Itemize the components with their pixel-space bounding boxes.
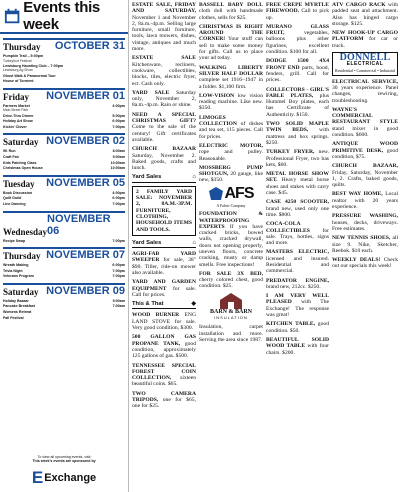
classified-ad <box>266 121 329 146</box>
ad-body: brand new, 212cc. $250. <box>266 283 321 290</box>
ad-body: ENG LAND STOVE for sale. Very good condition, $300. <box>132 312 196 332</box>
day-date: NOVEMBER 05 <box>46 176 125 189</box>
donnell-electrical-ad <box>332 52 398 76</box>
classified-column-3 <box>266 2 329 490</box>
donnell-name: DONNELL <box>339 52 391 64</box>
event-name: Christmas Open House <box>3 166 43 171</box>
ads-group <box>132 312 196 409</box>
tag-icon: ◆ <box>191 301 196 308</box>
ad-lead: BASSELL BABY DOLL <box>199 2 263 8</box>
ad-body: with The Exchange! The response was great! <box>266 299 329 319</box>
classified-ad <box>199 271 263 290</box>
ad-lead: CHURCH BAZAAR, <box>332 163 398 170</box>
ads-group <box>266 2 329 356</box>
footer-sponsor-text: This week's events are sponsored by <box>32 459 96 464</box>
ad-body: complete set 1916–1947 in a folder. $1,100 firm. <box>199 77 263 90</box>
ad-body: Friday, Saturday, November 1, 2. Crafts, baked goods, quilts. <box>332 169 398 189</box>
event-item[interactable] <box>3 274 125 279</box>
day-date: NOVEMBER 09 <box>46 284 125 297</box>
classified-ad <box>266 337 329 356</box>
afs-logo-text: AFS <box>224 184 254 202</box>
ad-body: rope and pulley. Reasonable. <box>199 149 263 162</box>
ads-group <box>132 2 196 171</box>
event-time: 7:00pm <box>112 124 125 129</box>
event-item[interactable] <box>3 161 125 166</box>
event-time: 6:00pm <box>112 196 125 201</box>
events-days <box>0 38 128 320</box>
ad-body: Saturday, November 2. Baked goods, crafts and lunch. <box>132 152 196 172</box>
event-name: Recipe Swap <box>3 238 26 243</box>
event-venue: Main Street Park <box>3 108 29 113</box>
ad-body: with mattress and box springs. $250. <box>266 127 329 146</box>
section-title: Yard Sales <box>132 239 162 246</box>
ad-body: cherry colored chest, good condition. $25. <box>199 277 263 290</box>
classified-ad <box>132 312 196 331</box>
ads-group <box>199 211 263 290</box>
calendar-icon <box>4 7 20 25</box>
ad-lead: ATV CARGO RACK <box>332 2 386 8</box>
ad-lead: COLLECTORS - GIRL'S FABLE PLATES, <box>266 86 329 99</box>
event-item[interactable] <box>3 239 125 244</box>
ad-lead: I AM VERY WELL PLEASED <box>266 293 329 306</box>
afs-logo <box>199 184 263 202</box>
classified-ad <box>332 2 398 27</box>
ad-body: good condition, approximately 125 gallons of gas. $500. <box>132 340 196 360</box>
event-item[interactable] <box>3 191 125 196</box>
barn-name: BARN & BARN <box>210 308 252 315</box>
event-name: Farmers Market <box>3 103 30 108</box>
afs-shield-icon <box>209 187 223 201</box>
classified-ad <box>266 58 329 83</box>
ad-body: good condition. $50. <box>266 321 329 334</box>
event-name: Veterans Program <box>3 274 34 279</box>
ad-body: low vision reading machine. Like new. $350. <box>199 92 263 112</box>
ad-body: Call to pick up. <box>266 8 329 21</box>
house-icon: ⌂ <box>192 174 196 181</box>
event-item[interactable] <box>3 166 125 171</box>
classified-ad <box>266 2 329 21</box>
event-item[interactable] <box>3 310 125 315</box>
event-name: Pumpkin Trail – 5:00pm <box>3 54 44 58</box>
day-name: Tuesday <box>3 178 35 189</box>
event-item[interactable] <box>3 74 125 79</box>
event-time: 7:00am <box>112 304 125 309</box>
ad-lead: MOSSBERG PUMP SHOTGUN, <box>199 164 263 178</box>
ad-lead: ANTIQUE WOOD PRIMITIVE DESK, <box>332 141 398 154</box>
ad-lead: YARD SALE <box>132 89 170 96</box>
ad-lead: FOR SALE 3X BED, <box>199 270 263 277</box>
ad-lead: TWO SOLID MAPLE TWIN BEDS, <box>266 121 329 134</box>
event-name: Lewisburg Haunting Club – 7:00pm <box>3 63 64 68</box>
classified-ad <box>266 171 329 196</box>
classified-ad <box>266 321 329 334</box>
event-time: 8:00am <box>112 149 125 154</box>
ad-body: 20 gauge, like new, $350. <box>199 171 263 184</box>
event-time: 4:00pm <box>112 103 125 108</box>
ad-body: Come to the sale of the century! Gift certificates available. <box>132 124 196 143</box>
event-name: Fall Festival <box>3 315 24 320</box>
events-header <box>0 0 128 34</box>
event-item[interactable] <box>3 149 125 154</box>
ad-body: for sale. Call for prices. <box>132 285 196 298</box>
event-time: 6:00pm <box>112 119 125 124</box>
section-title: Yard Sales <box>132 174 162 181</box>
ad-body: new. Professional Fryer, two bas kets, $60. <box>266 149 329 168</box>
ad-lead: NEED A SPECIAL CHRISTMAS GIFT? <box>132 111 196 125</box>
ad-lead: COCA-COLA COLLECTIBLES <box>266 221 310 234</box>
event-name: Kids Painting Class <box>3 160 37 165</box>
barn-logo <box>199 293 263 322</box>
event-name: Trivia Night <box>3 268 23 273</box>
day-date: NOVEMBER 01 <box>46 89 125 102</box>
classified-ad <box>199 165 263 184</box>
day-name: Saturday <box>3 286 39 297</box>
ad-body: Your stuff can sell to make some money for gifts. Call us to place your ad today. <box>199 36 263 62</box>
ad-lead: PRESSURE WASHING, <box>332 213 398 220</box>
event-time: 7:00pm <box>112 201 125 206</box>
event-time: 9:00am <box>112 298 125 303</box>
ad-lead: DODGE 1500 4X4 FRONT END <box>266 58 329 71</box>
day-date: NOVEMBER 02 <box>46 135 125 148</box>
ad-body: of dishes and tea set, 115 pieces. Call for prices. <box>199 121 263 140</box>
ads-group <box>332 79 398 270</box>
ad-body: good condition, $75. <box>332 147 398 160</box>
event-venue-row <box>3 68 125 72</box>
event-name: Ghost Walk & Paranormal Tour <box>3 73 56 78</box>
event-name: Kickin' Clover <box>3 124 27 129</box>
event-item[interactable] <box>3 304 125 309</box>
ad-lead: BEST WAY HOME, <box>332 191 383 198</box>
day-name: Thursday <box>3 251 41 262</box>
ad-body: sixteen beautiful coins. $65. <box>132 375 196 388</box>
classified-ad <box>132 112 196 143</box>
classified-ad <box>199 93 263 112</box>
ad-lead: WAYNE'S COMMERCIAL RESTAURANT STYLE <box>332 106 398 126</box>
event-item[interactable] <box>3 202 125 207</box>
ad-body: November 1 and November 2, 8a.m.-4p.m. Selling large furniture, small furniture, tools, lawn mowers, dishes, vintage, antiques and much more. <box>132 14 196 53</box>
classified-ad <box>132 391 196 410</box>
day-header <box>3 88 125 102</box>
classified-ad <box>199 115 263 140</box>
ad-lead: WEEKLY DEALS! <box>332 257 381 264</box>
event-time: 10:00am <box>110 160 125 165</box>
event-name: Drive-Thru Dinner <box>3 113 34 118</box>
event-time: 6:00pm <box>112 263 125 268</box>
ad-body: for sale, 38" $90. Tiller, ride-on mower also available. <box>132 257 196 276</box>
events-footer <box>3 455 125 488</box>
day-header <box>3 283 125 297</box>
classified-ad <box>332 79 398 104</box>
ad-lead: MURANO GLASS FRUIT, <box>266 23 329 37</box>
ad-body: brand new, used only one time. $800. <box>266 205 329 218</box>
ad-lead: TURKEY FRYER, <box>266 149 315 156</box>
ad-lead: LOW-VISION <box>199 92 235 99</box>
day-date: NOVEMBER 06 <box>47 212 111 237</box>
event-time: 7:00pm <box>112 268 125 273</box>
ad-body: houses, decks, driveways. Free estimates. <box>332 219 398 232</box>
event-venue-row <box>3 108 125 112</box>
classified-ad <box>332 107 398 138</box>
classified-ad <box>199 143 263 162</box>
ad-lead: NEW HOOK-UP CARGO PLATFORM <box>332 30 398 43</box>
ads-group <box>132 251 196 298</box>
event-item[interactable] <box>3 269 125 274</box>
event-item[interactable] <box>3 196 125 201</box>
classified-ad <box>266 87 329 118</box>
event-item[interactable] <box>3 79 125 84</box>
day-date: NOVEMBER 07 <box>46 249 125 262</box>
classified-ad <box>266 24 329 55</box>
event-name: Wreath Making <box>3 263 29 268</box>
donnell-services: Residential • Commercial • Industrial <box>335 67 395 73</box>
day-header <box>3 133 125 147</box>
classified-ad <box>266 221 329 246</box>
classified-ad <box>266 199 329 218</box>
day-name: Saturday <box>3 137 39 148</box>
ad-lead: YARD AND GARDEN EQUIPMENT <box>132 279 196 292</box>
ad-lead: FOUNDATION & WATERPROOFING EXPERTS <box>199 211 263 230</box>
ad-lead: BEAUTIFUL SOLID WOOD TABLE <box>266 336 329 350</box>
ad-lead: MASTERS ELECTRIC, <box>266 249 329 256</box>
day-header <box>3 211 125 237</box>
event-venue: Turkeyfoot Festival <box>3 58 32 63</box>
boxed-ad <box>132 186 196 236</box>
ad-body: plus Hummel Boy plates, each has Certificate of Authenticity. $150. <box>266 92 329 118</box>
ad-body: Saturday only, November 2, 8a.m.-4p.m. Rain or shine. <box>132 89 196 109</box>
classified-ad <box>199 24 263 62</box>
ad-body: 30 years experience. Panel changes, rewiring, troubleshooting. <box>332 84 398 104</box>
ad-body: with four chairs. $200. <box>266 343 329 356</box>
ad-lead: FREE CREPE MYRTLE FIREWOOD. <box>266 2 329 15</box>
classified-ad <box>199 211 263 268</box>
ad-lead: AGRI-FAB YARD SWEEPER <box>132 251 196 264</box>
ad-body: stand mixer in good condition. $600. <box>332 125 398 139</box>
event-time: 5:00pm <box>112 113 125 118</box>
ad-lead: ESTATE SALE, FRIDAY AND SATURDAY, <box>132 2 196 15</box>
day-name: Friday <box>3 91 29 102</box>
ad-lead: LIMOGES COLLECTION <box>199 114 237 128</box>
ad-body: parts, hood, fenders, grill. Call for prices. <box>266 64 329 84</box>
classified-ad <box>332 141 398 160</box>
ad-lead: KITCHEN TABLE, <box>266 321 316 328</box>
event-item[interactable] <box>3 114 125 119</box>
classified-column-2 <box>199 2 263 490</box>
ads-group <box>199 2 263 184</box>
event-name: 5K Run <box>3 149 16 154</box>
day-header <box>3 175 125 189</box>
classified-ad <box>199 65 263 90</box>
day-date: OCTOBER 31 <box>54 40 125 52</box>
ad-body: vegetables, balloons plus other figurines, excellent condition. $100 for all. <box>266 30 329 56</box>
ad-body: Kitchenware, recliners, cookware, collectibles, blocks, tiles, electric fryer, ect. Cash only. <box>132 61 196 87</box>
section-header-yard-sales <box>132 174 196 182</box>
event-venue-row <box>3 59 125 63</box>
ad-body: cloth doll with handmade clothes, sells for $25. <box>199 8 263 21</box>
classified-ad <box>332 163 398 188</box>
classified-ad <box>266 249 329 274</box>
exchange-wordmark: Exchange <box>44 472 97 484</box>
ad-body: for sale. Trays, bottles, signs and more. <box>266 227 329 247</box>
event-name: Craft Fair <box>3 154 19 159</box>
ad-lead: CASE 4250 SCOOTER, <box>266 199 329 206</box>
ad-body: licensed and insured. Residential and commercial. <box>266 255 329 275</box>
event-name: Womens Retreat <box>3 310 32 315</box>
classified-column-4 <box>332 2 398 490</box>
classified-ad <box>332 191 398 210</box>
classified-ad <box>132 146 196 171</box>
classified-ad <box>132 363 196 388</box>
classified-ad <box>132 279 196 298</box>
ad-lead: ELECTRIC MOTOR, <box>199 142 263 149</box>
section-title: This & That <box>132 301 164 308</box>
events-column <box>0 0 129 492</box>
events-title: Events this week <box>23 0 100 33</box>
event-name: Line Dancing <box>3 201 26 206</box>
classified-ad <box>332 30 398 49</box>
ad-body: one for $65, one for $25. <box>132 397 196 410</box>
event-item[interactable] <box>3 299 125 304</box>
classified-ad <box>266 278 329 291</box>
exchange-logo <box>3 468 125 488</box>
event-name: Holiday Art Show <box>3 119 33 124</box>
ad-lead: METAL HORSE SHOW SET. <box>266 171 329 184</box>
classified-ad <box>266 293 329 318</box>
classified-column-1 <box>132 2 196 490</box>
event-time: 9:00am <box>112 154 125 159</box>
barn-sub: INSULATION <box>214 315 248 321</box>
ad-lead: CHURCH BAZAAR <box>132 146 196 153</box>
classified-ad <box>132 251 196 276</box>
event-item[interactable] <box>3 155 125 160</box>
ads-group <box>332 2 398 49</box>
ad-lead: NEW TENNIS SHOES, <box>332 235 391 242</box>
event-time: 7:00pm <box>112 238 125 243</box>
event-name: Holiday Bazaar <box>3 298 29 303</box>
classified-ad <box>132 2 196 52</box>
ad-body: all size 9. Nike, Sketcher, Reebok. $10 each. <box>332 235 398 254</box>
event-time: 4:00pm <box>112 190 125 195</box>
day-header <box>3 38 125 52</box>
ad-lead: WOOD BURNER <box>132 312 180 319</box>
event-item[interactable] <box>3 316 125 321</box>
ad-lead: TWO CAMERA TRIPODS, <box>132 390 196 404</box>
event-venue: Lewisburg Ag Show <box>3 68 33 73</box>
ad-body: Heavy metal horse shoes and stakes with carry case. $45. <box>266 177 329 197</box>
event-time: 10:00am <box>110 166 125 171</box>
section-header-yard-sales-2 <box>132 240 196 248</box>
event-time: 7:00pm <box>112 274 125 279</box>
day-header <box>3 247 125 261</box>
classified-ad <box>266 149 329 168</box>
exchange-mark-icon: E <box>31 468 44 487</box>
ad-body: Check out our specials this week! <box>332 257 398 270</box>
barn-icon <box>220 293 242 309</box>
classified-ad <box>332 235 398 254</box>
ad-body: with padded seat and attachment. Also has hinged cargo storage. $125. <box>332 2 398 27</box>
afs-tagline: A Fabric Company <box>216 203 246 208</box>
ad-lead: CHRISTMAS IS RIGHT AROUND THE CORNER! <box>199 23 263 43</box>
ad-lead: TENNESSEE SPECIAL FOREST COIN COLLECTION, <box>132 362 196 382</box>
ad-body: for car or truck. <box>332 36 398 49</box>
event-item[interactable] <box>3 125 125 130</box>
classified-ad <box>332 257 398 270</box>
boxed-ad-text: 2 FAMILY YARD SALE: NOVEMBER 2, 8A.M.-3P.M. FURNITURE, CLOTHING, HOUSEHOLD ITEMS AND TOOLS. <box>136 188 192 233</box>
ad-lead: WALKING LIBERTY SILVER HALF DOLLAR <box>199 64 263 77</box>
event-item[interactable] <box>3 119 125 124</box>
classified-ad <box>132 90 196 109</box>
ad-lead: ESTATE SALE <box>132 55 196 62</box>
footer-visit-text: To view all upcoming events, visit <box>37 454 91 459</box>
event-name: Pancake Breakfast <box>3 304 35 309</box>
day-name: Thursday <box>3 42 41 52</box>
donnell-sub: ELECTRICAL <box>346 61 384 68</box>
house-icon: ⌂ <box>192 239 196 246</box>
classified-ad <box>199 2 263 21</box>
ad-lead: ELECTRICAL SERVICE, <box>332 78 398 85</box>
classified-ad <box>332 213 398 232</box>
section-header-this-that <box>132 301 196 309</box>
event-name: House of Torment <box>3 79 34 84</box>
day-name: Wednesday <box>3 226 48 237</box>
ad-lead: PREDATOR ENGINE, <box>266 277 329 284</box>
ad-lead: 500 GALLON GAS PROPANE TANK, <box>132 334 196 347</box>
classified-ad <box>132 55 196 86</box>
ad-body: If you have cracked bricks, bowed walls, cracked drywall, doors not opening properly, uneven floors, concrete cracking, musty or damp smells. Free inspections! <box>199 223 263 268</box>
event-item[interactable] <box>3 263 125 268</box>
event-name: Book Discussion <box>3 190 33 195</box>
barn-body: Insulation, carpet installation and more. Serving the area since 1987. <box>199 324 263 343</box>
ad-body: Local realtor with 20 years experience. <box>332 191 398 211</box>
event-name: Quilt Guild <box>3 196 22 201</box>
classified-ad <box>132 334 196 359</box>
